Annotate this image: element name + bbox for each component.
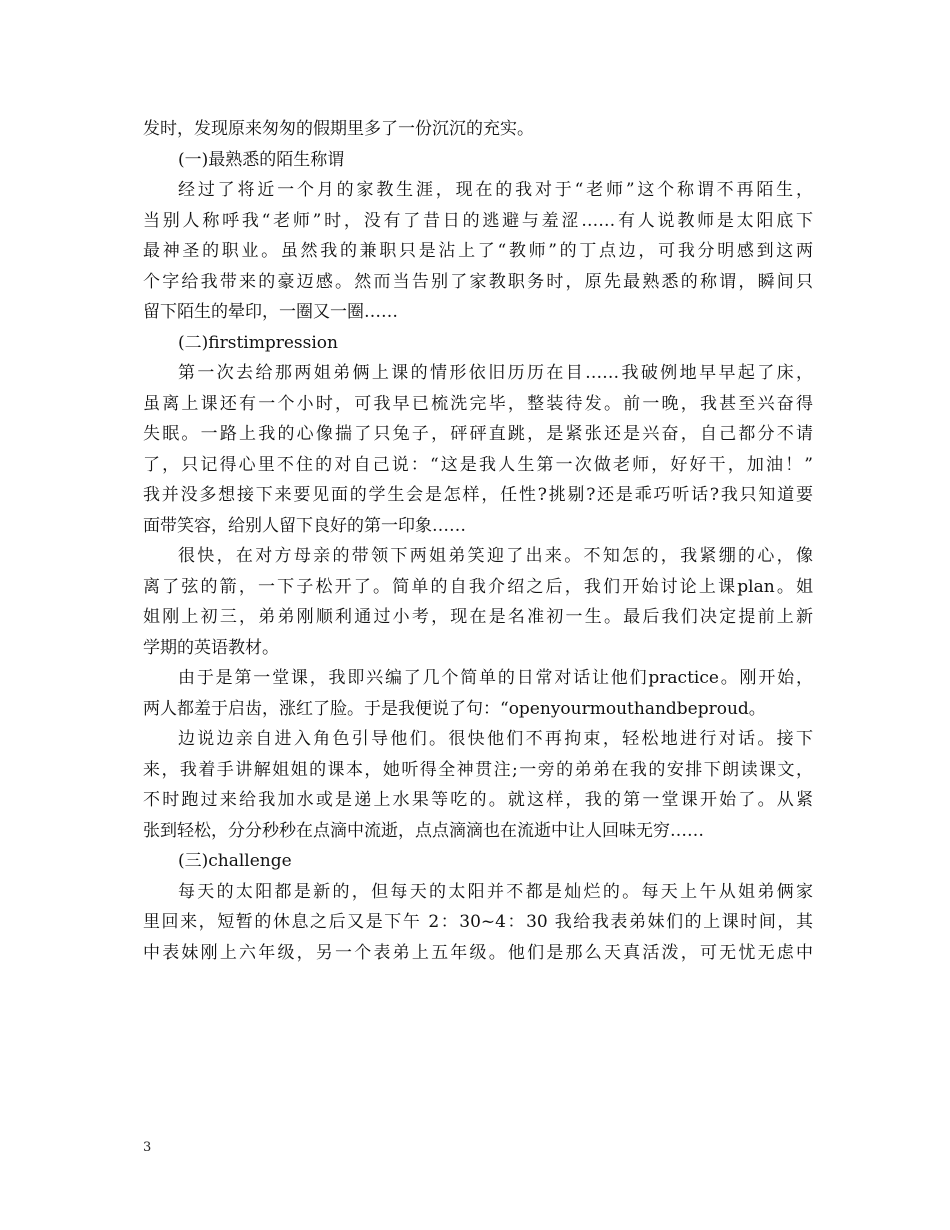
text-line: (二)firstimpression: [178, 332, 338, 353]
text-line: 很快，在对方母亲的带领下两姐弟笑迎了出来。不知怎的，我紧绷的心，像: [178, 546, 813, 566]
text-line: 个字给我带来的豪迈感。然而当告别了家教职务时，原先最熟悉的称谓，瞬间只: [143, 271, 813, 292]
text-line: 里回来，短暂的休息之后又是下午 2：30~4：30 我给我表弟妹们的上课时间，其: [143, 912, 813, 932]
text-line: (三)challenge: [178, 851, 292, 871]
text-line: 来，我着手讲解姐姐的课本，她听得全神贯注;一旁的弟弟在我的安排下朗读课文，: [143, 759, 813, 780]
text-line: 我并没多想接下来要见面的学生会是怎样，任性?挑剔?还是乖巧听话?我只知道要: [143, 485, 813, 505]
text-line: 虽离上课还有一个小时，可我早已梳洗完毕，整装待发。前一晚，我甚至兴奋得: [143, 393, 813, 414]
text-line: 最神圣的职业。虽然我的兼职只是沾上了“教师”的丁点边，可我分明感到这两: [143, 241, 813, 261]
text-line: (一)最熟悉的陌生称谓: [178, 149, 345, 170]
text-line: 每天的太阳都是新的，但每天的太阳并不都是灿烂的。每天上午从姐弟俩家: [178, 881, 813, 902]
text-line: 当别人称呼我“老师”时，没有了昔日的逃避与羞涩……有人说教师是太阳底下: [143, 210, 813, 231]
text-line: 中表妹刚上六年级，另一个表弟上五年级。他们是那么天真活泼，可无忧无虑中: [143, 942, 813, 963]
text-line: 面带笑容，给别人留下良好的第一印象……: [143, 515, 466, 536]
text-line: 两人都羞于启齿，涨红了脸。于是我便说了句：“openyourmouthandbeproud。: [143, 698, 766, 719]
text-line: 第一次去给那两姐弟俩上课的情形依旧历历在目……我破例地早早起了床，: [178, 363, 813, 383]
text-line: 经过了将近一个月的家教生涯，现在的我对于“老师”这个称谓不再陌生，: [178, 180, 813, 200]
text-line: 发时，发现原来匆匆的假期里多了一份沉沉的充实。: [143, 119, 534, 139]
text-line: 失眠。一路上我的心像揣了只兔子，砰砰直跳，是紧张还是兴奋，自己都分不请: [143, 424, 813, 444]
text-line: 离了弦的箭，一下子松开了。简单的自我介绍之后，我们开始讨论上课plan。姐: [143, 576, 813, 597]
text-line: 姐刚上初三，弟弟刚顺利通过小考，现在是名准初一生。最后我们决定提前上新: [143, 607, 813, 627]
text-line: 了，只记得心里不住的对自己说：“这是我人生第一次做老师，好好干，加油！”: [143, 454, 813, 475]
text-line: 由于是第一堂课，我即兴编了几个简单的日常对话让他们practice。刚开始，: [178, 668, 813, 688]
text-line: 张到轻松，分分秒秒在点滴中流逝，点点滴滴也在流逝中让人回味无穷……: [143, 820, 704, 841]
text-line: 不时跑过来给我加水或是递上水果等吃的。就这样，我的第一堂课开始了。从紧: [143, 790, 813, 810]
text-line: 学期的英语教材。: [143, 637, 279, 658]
text-line: 边说边亲自进入角色引导他们。很快他们不再拘束，轻松地进行对话。接下: [178, 729, 813, 749]
document-body: [143, 114, 813, 968]
text-line: 留下陌生的晕印，一圈又一圈……: [143, 302, 398, 322]
page-number: 3: [143, 1140, 152, 1155]
